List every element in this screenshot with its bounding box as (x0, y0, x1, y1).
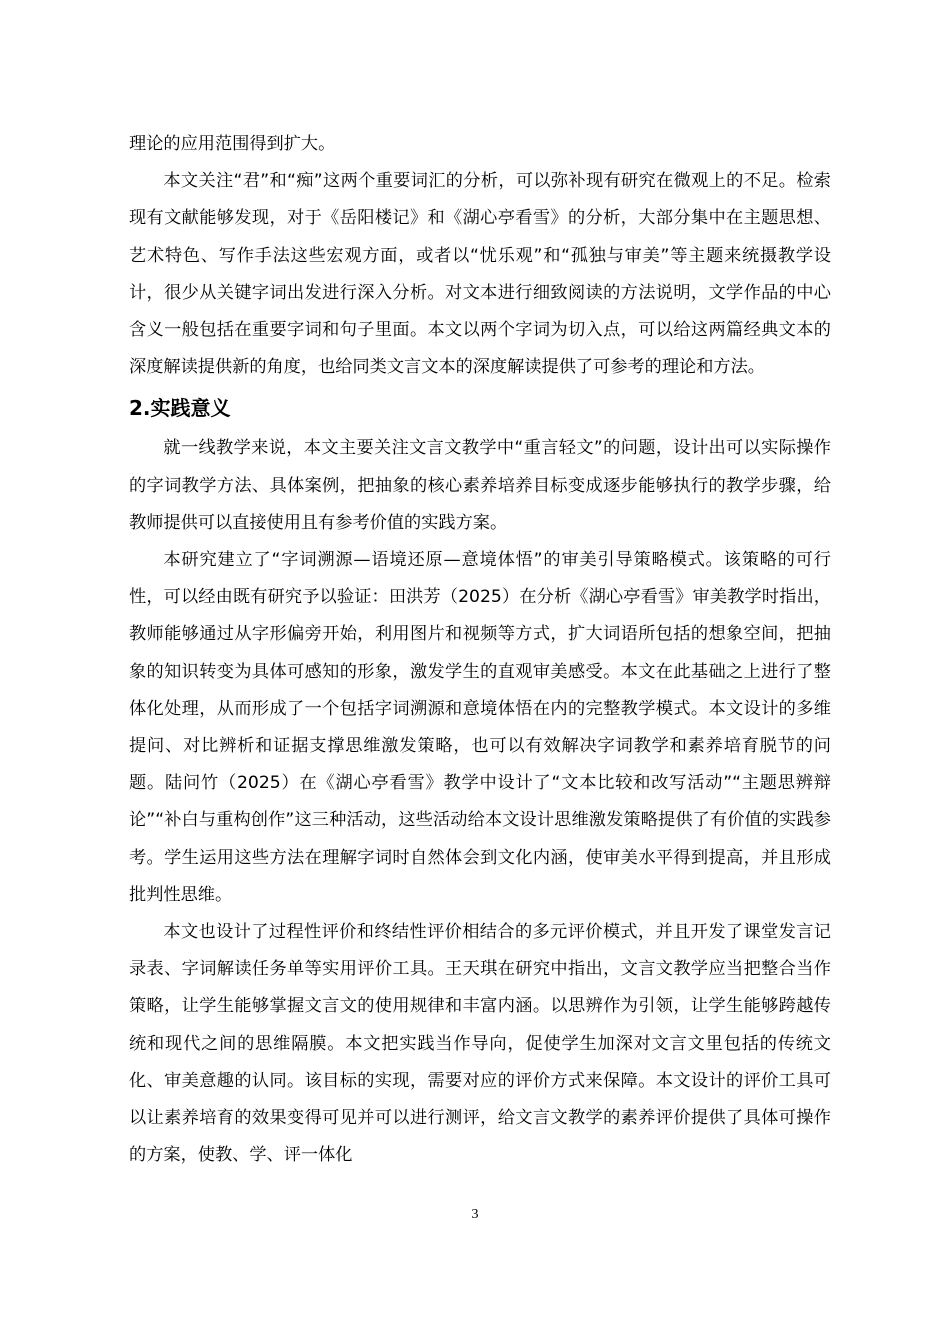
section-heading-practical-significance: 2.实践意义 (129, 396, 231, 421)
page-number: 3 (471, 1207, 479, 1222)
paragraph-evaluation-model: 本文也设计了过程性评价和终结性评价相结合的多元评价模式，并且开发了课堂发言记录表、字词解读任务单等实用评价工具。王天琪在研究中指出，文言文教学应当把整合当作策略，让学生能够掌握文言文的使用规律和丰富内涵。以思辨作为引领，让学生能够跨越传统和现代之间的思维隔膜。本文把实践当作导向，促使学生加深对文言文里包括的传统文化、审美意趣的认同。该目标的实现，需要对应的评价方式来保障。本文设计的评价工具可以让素养培育的效果变得可见并可以进行测评，给文言文教学的素养评价提供了具体可操作的方案，使教、学、评一体化 (129, 922, 831, 1166)
paragraph-theoretical-significance: 本文关注“君”和“痴”这两个重要词汇的分析，可以弥补现有研究在微观上的不足。检索现有文献能够发现，对于《岳阳楼记》和《湖心亭看雪》的分析，大部分集中在主题思想、艺术特色、写作手法这些宏观方面，或者以“忧乐观”和“孤独与审美”等主题来统摄教学设计，很少从关键字词出发进行深入分析。对文本进行细致阅读的方法说明，文学作品的中心含义一般包括在重要字词和句子里面。本文以两个字词为切入点，可以给这两篇经典文本的深度解读提供新的角度，也给同类文言文本的深度解读提供了可参考的理论和方法。 (129, 171, 831, 378)
paragraph-continuation: 理论的应用范围得到扩大。 (129, 134, 336, 154)
paragraph-aesthetic-strategy: 本研究建立了“字词溯源—语境还原—意境体悟”的审美引导策略模式。该策略的可行性，可以经由既有研究予以验证：田洪芳（2025）在分析《湖心亭看雪》审美教学时指出，教师能够通过从字形偏旁开始，利用图片和视频等方式，扩大词语所包括的想象空间，把抽象的知识转变为具体可感知的形象，激发学生的直观审美感受。本文在此基础之上进行了整体化处理，从而形成了一个包括字词溯源和意境体悟在内的完整教学模式。本文设计的多维提问、对比辨析和证据支撑思维激发策略，也可以有效解决字词教学和素养培育脱节的问题。陆问竹（2025）在《湖心亭看雪》教学中设计了“文本比较和改写活动”“主题思辨辩论”“补白与重构创作”这三种活动，这些活动给本文设计思维激发策略提供了有价值的实践参考。学生运用这些方法在理解字词时自然体会到文化内涵，使审美水平得到提高，并且形成批判性思维。 (129, 550, 831, 905)
paragraph-practice-intro: 就一线教学来说，本文主要关注文言文教学中“重言轻文”的问题，设计出可以实际操作的字词教学方法、具体案例，把抽象的核心素养培养目标变成逐步能够执行的教学步骤，给教师提供可以直接使用且有参考价值的实践方案。 (129, 438, 831, 533)
